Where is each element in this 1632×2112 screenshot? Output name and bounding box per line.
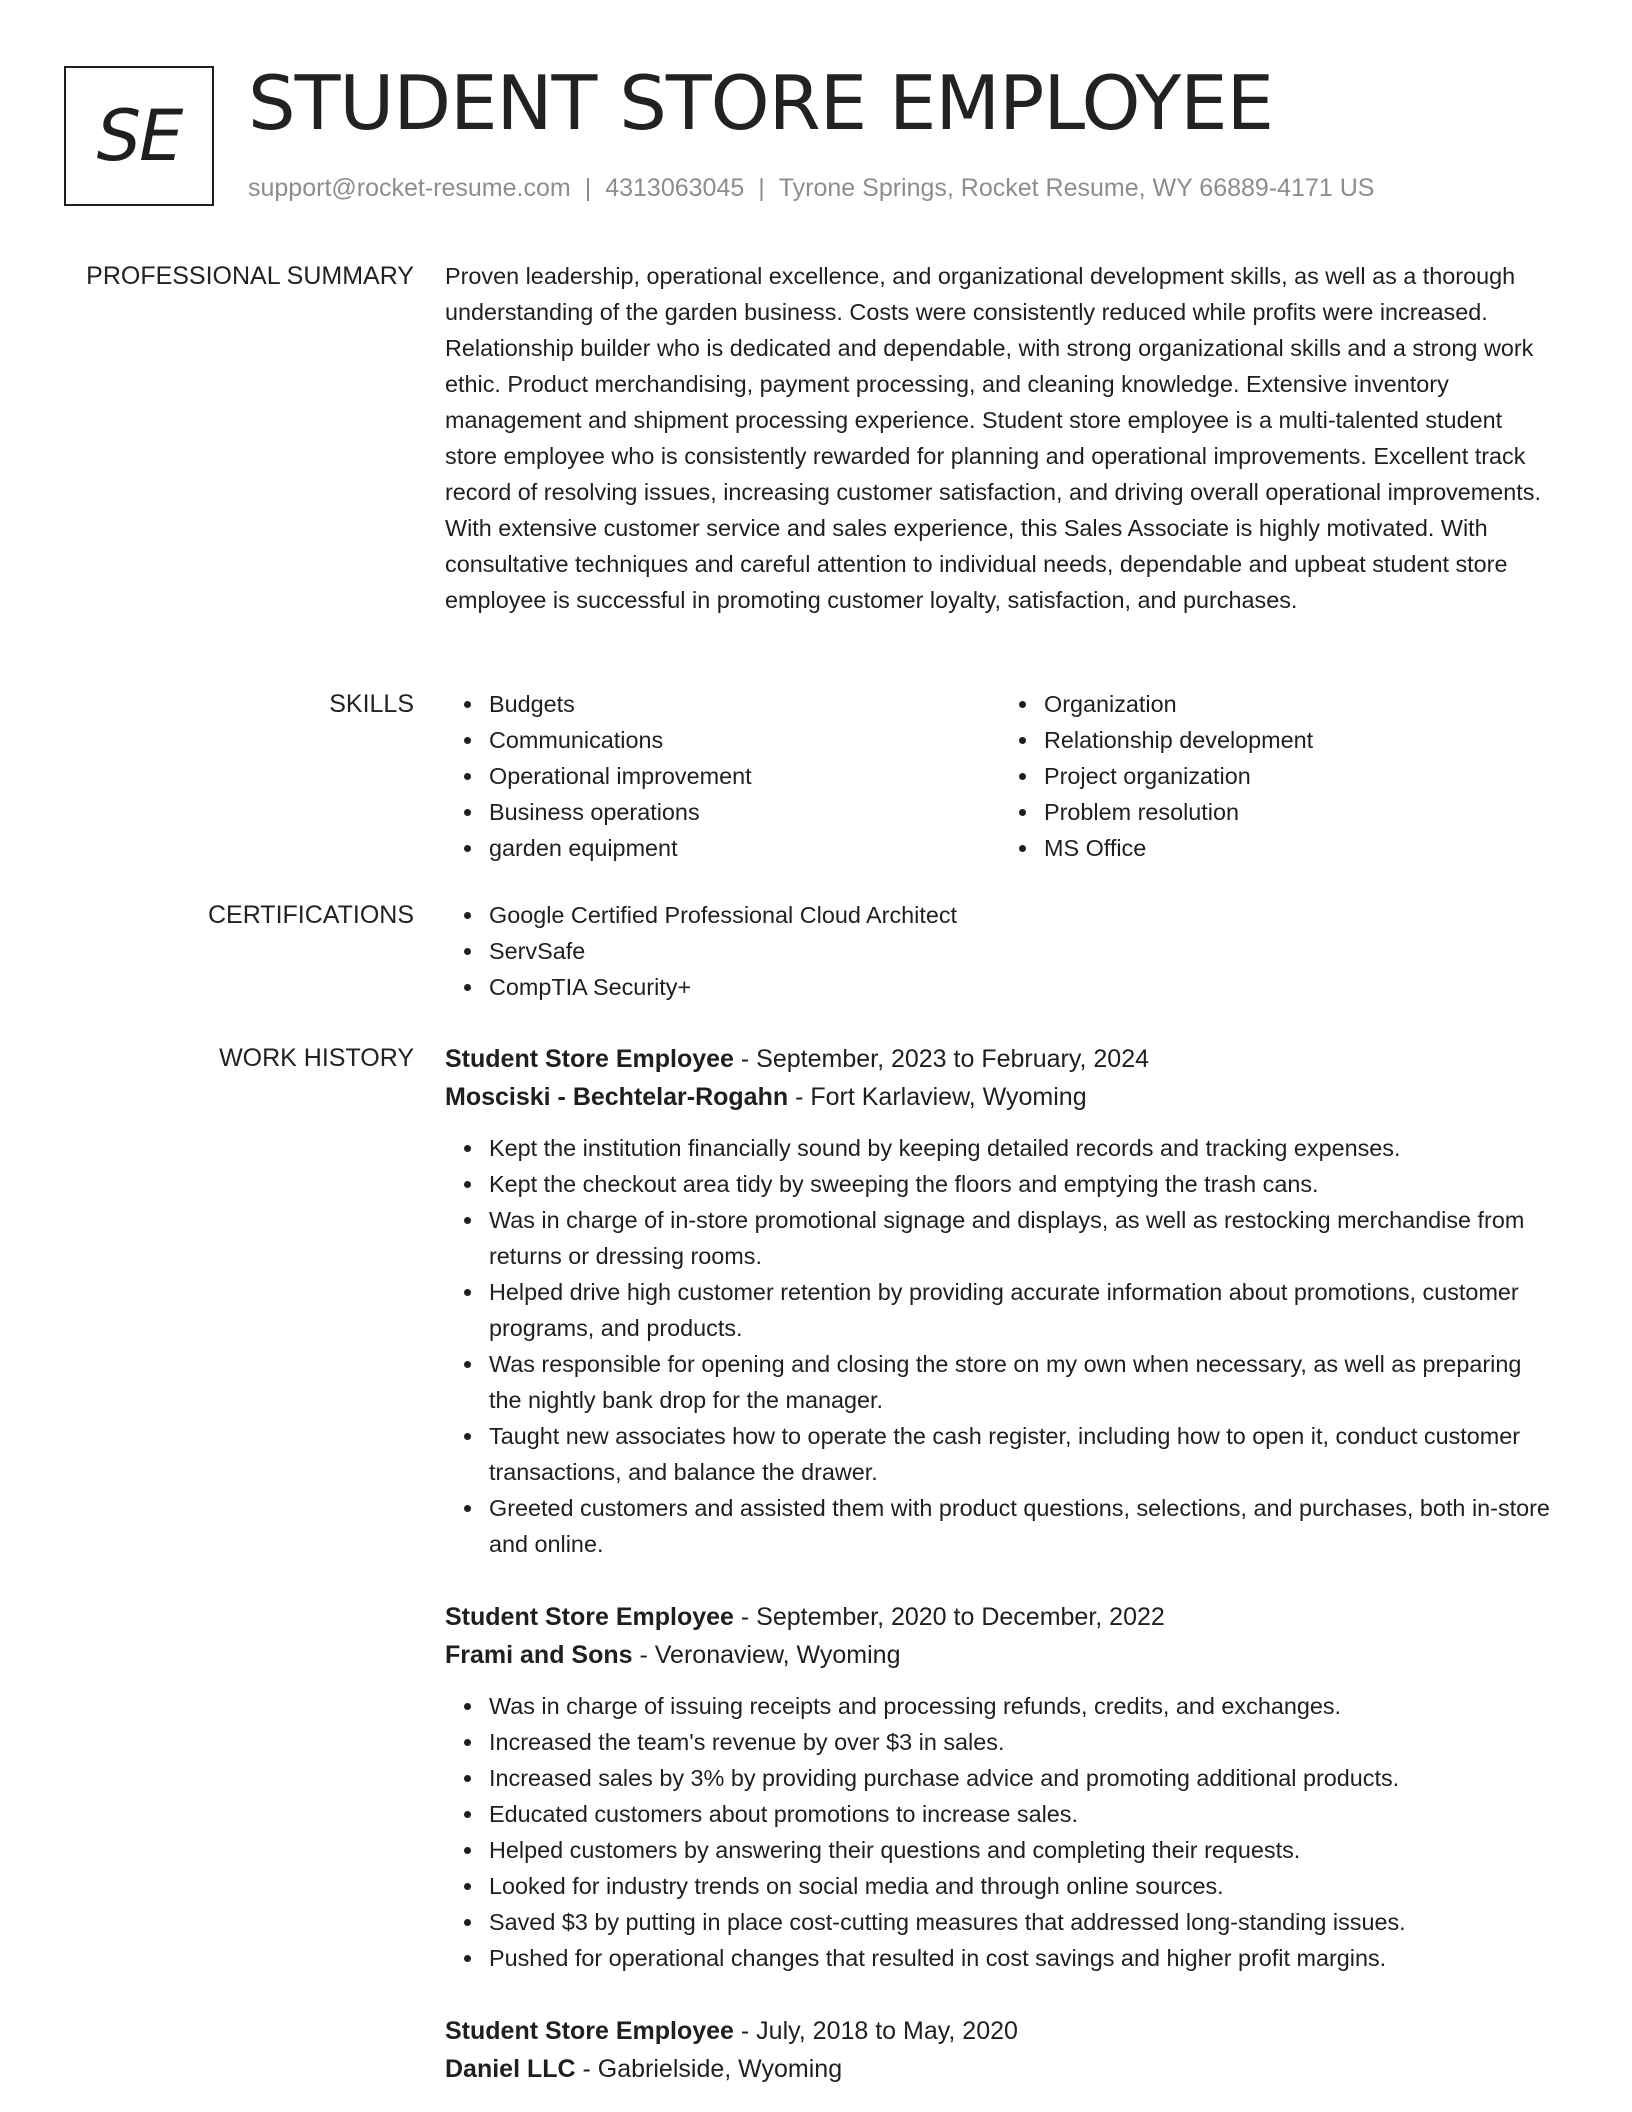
job-company: Daniel LLC — [445, 2055, 576, 2083]
job-title: Student Store Employee — [445, 1045, 734, 1073]
job-duty-item: Kept the checkout area tidy by sweeping the floors and emptying the trash cans. — [489, 1166, 1555, 1202]
job-location: - Veronaview, Wyoming — [632, 1641, 901, 1669]
skill-item: garden equipment — [489, 830, 1000, 866]
skill-item: Business operations — [489, 794, 1000, 830]
job-duty-item: Helped drive high customer retention by providing accurate information about promotions, customer programs, and products. — [489, 1274, 1555, 1346]
certification-item: ServSafe — [489, 933, 1555, 969]
contact-phone: 4313063045 — [605, 174, 745, 202]
skill-item: MS Office — [1044, 830, 1555, 866]
contact-address: Tyrone Springs, Rocket Resume, WY 66889-4171 US — [778, 174, 1375, 202]
skill-item: Organization — [1044, 686, 1555, 722]
job-duty-item: Was in charge of issuing receipts and processing refunds, credits, and exchanges. — [489, 1688, 1555, 1724]
job-duty-item: Kept the institution financially sound by keeping detailed records and tracking expenses. — [489, 1130, 1555, 1166]
job-location: - Gabrielside, Wyoming — [575, 2055, 843, 2083]
job-duties-list — [445, 1130, 1555, 1562]
job-location: - Fort Karlaview, Wyoming — [788, 1083, 1087, 1111]
job-duty-item: Increased the team's revenue by over $3 in sales. — [489, 1724, 1555, 1760]
job-company-line — [445, 1078, 1555, 1116]
contact-line — [248, 174, 1374, 203]
summary-text: Proven leadership, operational excellence, and organizational development skills, as well as a thorough understanding of the garden business. Costs were consistently reduced while profits were increased. Relationship builder who is dedicated and dependable, with strong organizational skills and a strong work ethic. Product merchandising, payment processing, and cleaning knowledge. Extensive inventory management and shipment processing experience. Student store employee is a multi-talented student store employee who is consistently rewarded for planning and operational improvements. Excellent track record of resolving issues, increasing customer satisfaction, and driving overall operational improvements. With extensive customer service and sales experience, this Sales Associate is highly motivated. With consultative techniques and careful attention to individual needs, dependable and upbeat student store employee is successful in promoting customer loyalty, satisfaction, and purchases. — [445, 263, 1541, 613]
job-entry — [445, 1598, 1555, 1976]
skill-item: Operational improvement — [489, 758, 1000, 794]
skills-list-right — [1000, 686, 1555, 866]
contact-email: support@rocket-resume.com — [248, 174, 571, 202]
skills-body — [445, 686, 1555, 866]
job-duty-item: Was responsible for opening and closing the store on my own when necessary, as well as preparing the nightly bank drop for the manager. — [489, 1346, 1555, 1418]
summary-body — [445, 258, 1555, 618]
job-title-line — [445, 1598, 1555, 1636]
job-dates: - September, 2020 to December, 2022 — [733, 1603, 1165, 1631]
job-company: Frami and Sons — [445, 1641, 633, 1669]
job-duty-item: Was in charge of in-store promotional signage and displays, as well as restocking merchandise from returns or dressing rooms. — [489, 1202, 1555, 1274]
certification-item: Google Certified Professional Cloud Architect — [489, 897, 1555, 933]
section-label-skills: SKILLS — [329, 690, 414, 718]
job-title: Student Store Employee — [445, 1603, 734, 1631]
section-label-work-history: WORK HISTORY — [219, 1044, 414, 1072]
job-title-line — [445, 1040, 1555, 1078]
job-duty-item: Saved $3 by putting in place cost-cutting measures that addressed long-standing issues. — [489, 1904, 1555, 1940]
job-entry — [445, 1040, 1555, 1562]
monogram-initials: SE — [96, 95, 182, 177]
job-duty-item: Helped customers by answering their questions and completing their requests. — [489, 1832, 1555, 1868]
job-duties-list — [445, 1688, 1555, 1976]
job-title-line — [445, 2012, 1555, 2050]
contact-separator: | — [584, 174, 592, 202]
job-dates: - September, 2023 to February, 2024 — [733, 1045, 1150, 1073]
certifications-list — [445, 897, 1555, 1005]
job-dates: - July, 2018 to May, 2020 — [733, 2017, 1018, 2045]
skill-item: Relationship development — [1044, 722, 1555, 758]
job-duty-item: Looked for industry trends on social media and through online sources. — [489, 1868, 1555, 1904]
job-duty-item: Educated customers about promotions to increase sales. — [489, 1796, 1555, 1832]
certification-item: CompTIA Security+ — [489, 969, 1555, 1005]
section-label-certifications: CERTIFICATIONS — [207, 901, 414, 929]
skill-item: Communications — [489, 722, 1000, 758]
job-company: Mosciski - Bechtelar-Rogahn — [445, 1083, 789, 1111]
resume-name: STUDENT STORE EMPLOYEE — [248, 59, 1273, 147]
monogram-box — [64, 66, 214, 206]
job-duty-item: Taught new associates how to operate the cash register, including how to open it, conduct customer transactions, and balance the drawer. — [489, 1418, 1555, 1490]
work-history-body — [445, 1040, 1555, 2088]
section-label-summary: PROFESSIONAL SUMMARY — [86, 262, 414, 290]
contact-separator: | — [758, 174, 765, 202]
job-company-line — [445, 1636, 1555, 1674]
skills-list-left — [445, 686, 1000, 866]
skill-item: Problem resolution — [1044, 794, 1555, 830]
job-duty-item: Pushed for operational changes that resulted in cost savings and higher profit margins. — [489, 1940, 1555, 1976]
job-title: Student Store Employee — [445, 2017, 734, 2045]
job-duty-item: Greeted customers and assisted them with product questions, selections, and purchases, both in-store and online. — [489, 1490, 1555, 1562]
job-entry — [445, 2012, 1555, 2088]
skill-item: Project organization — [1044, 758, 1555, 794]
job-duty-item: Increased sales by 3% by providing purchase advice and promoting additional products. — [489, 1760, 1555, 1796]
job-company-line — [445, 2050, 1555, 2088]
skill-item: Budgets — [489, 686, 1000, 722]
certifications-body — [445, 897, 1555, 1005]
